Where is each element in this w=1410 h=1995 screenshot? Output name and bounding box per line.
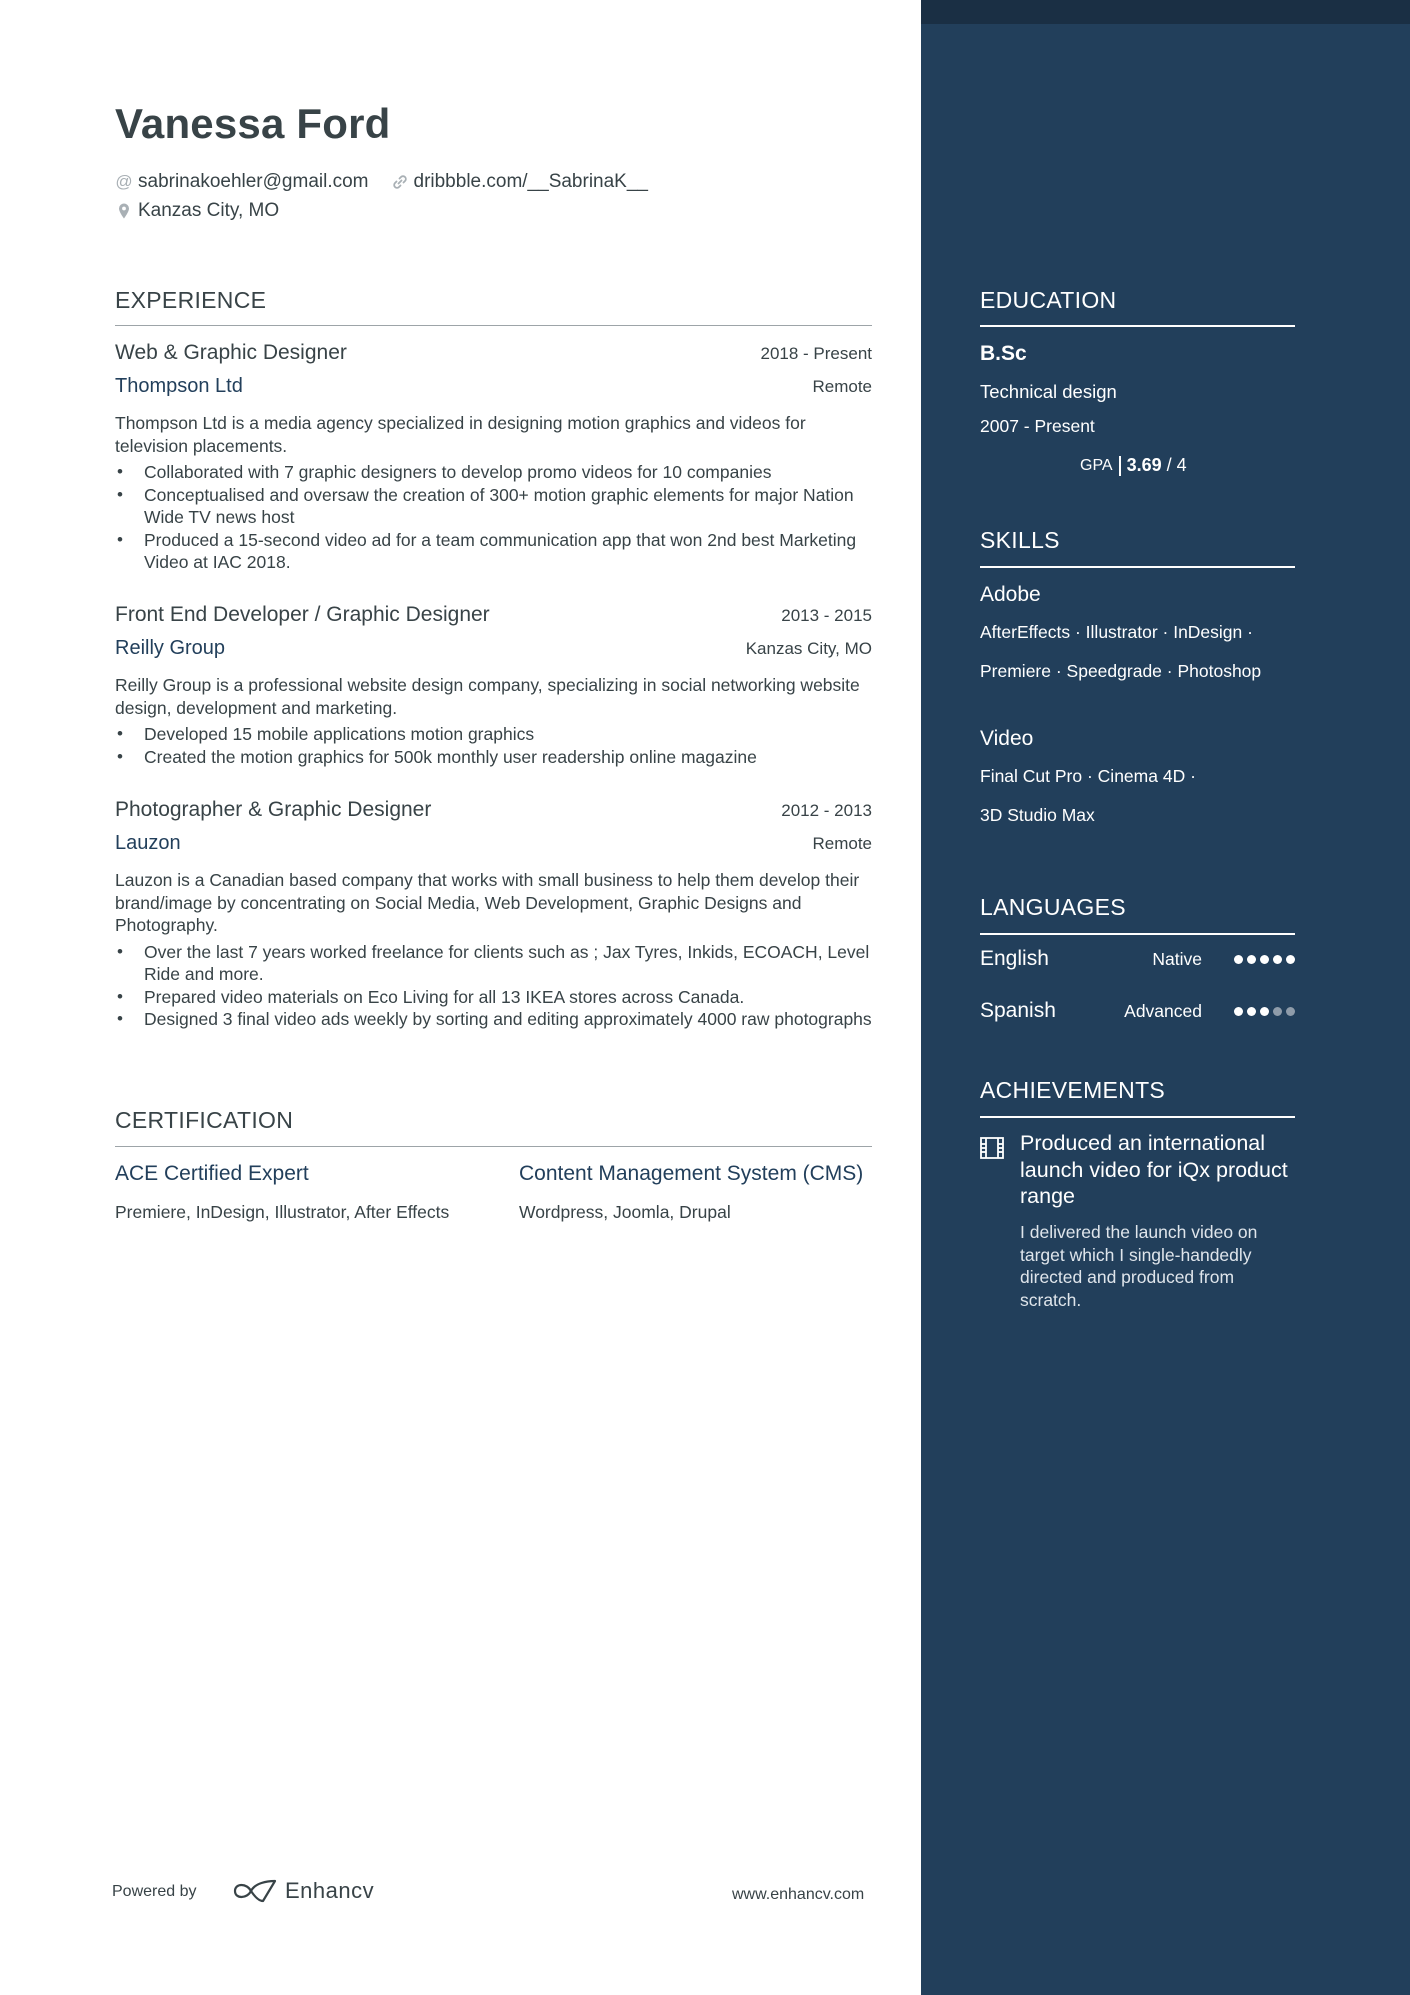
education-title: EDUCATION [980, 287, 1117, 313]
certification-title: CERTIFICATION [115, 1107, 294, 1133]
skill-list-line: 3D Studio Max [980, 805, 1095, 825]
skill-list-line: AfterEffects · Illustrator · InDesign · [980, 622, 1253, 642]
experience-divider [115, 325, 872, 326]
job-entry [115, 603, 872, 768]
location-text: Kanzas City, MO [138, 200, 280, 221]
job-dates: 2018 - Present [760, 344, 872, 363]
at-icon: @ [115, 172, 133, 191]
job-bullets [115, 941, 872, 1031]
gpa-value: 3.69 [1126, 455, 1162, 475]
email-link[interactable]: sabrinakoehler@gmail.com [138, 171, 369, 192]
skill-list-line: Premiere · Speedgrade · Photoshop [980, 661, 1262, 681]
gpa-max: 4 [1176, 455, 1187, 475]
language-name: English [980, 947, 1049, 970]
skill-group-name: Video [980, 727, 1034, 750]
job-title: Front End Developer / Graphic Designer [115, 603, 490, 626]
job-location: Kanzas City, MO [745, 639, 872, 658]
job-entry [115, 341, 872, 574]
certification-name: ACE Certified Expert [115, 1162, 309, 1185]
rating-dot-filled [1273, 955, 1282, 964]
rating-dot-filled [1247, 955, 1256, 964]
job-dates: 2012 - 2013 [781, 801, 872, 820]
gpa-label: GPA [1080, 456, 1113, 474]
language-level: Native [1152, 948, 1202, 969]
job-bullet: • Developed 15 mobile applications motion graphics [115, 723, 872, 746]
candidate-name: Vanessa Ford [115, 100, 391, 147]
language-rating [1234, 1007, 1295, 1016]
job-description: Lauzon is a Canadian based company that works with small business to help them develop their brand/image by concentrating on Social Media, Web Development, Graphic Designs and Photography. [115, 870, 860, 935]
rating-dot-filled [1286, 955, 1295, 964]
rating-dot-filled [1247, 1007, 1256, 1016]
language-name: Spanish [980, 999, 1056, 1022]
achievement-title: Produced an international launch video for iQx product range [1020, 1131, 1288, 1208]
rating-dot-filled [1260, 1007, 1269, 1016]
skills-title: SKILLS [980, 527, 1060, 553]
job-bullets [115, 723, 872, 768]
job-description: Reilly Group is a professional website design company, specializing in social networking website design, development and marketing. [115, 675, 860, 718]
certification-divider [115, 1146, 872, 1147]
rating-dot-empty [1286, 1007, 1295, 1016]
education-degree: B.Sc [980, 342, 1027, 365]
job-company: Thompson Ltd [115, 375, 243, 397]
skills-divider [980, 566, 1295, 568]
contact-row-2 [115, 200, 279, 222]
job-company: Lauzon [115, 832, 181, 854]
gpa-separator [1119, 456, 1121, 476]
language-rating [1234, 955, 1295, 964]
job-bullet: • Designed 3 final video ads weekly by sorting and editing approximately 4000 raw photographs [115, 1008, 872, 1031]
job-title: Photographer & Graphic Designer [115, 798, 432, 821]
skill-group-name: Adobe [980, 583, 1041, 606]
enhancv-logo-icon [231, 1878, 279, 1904]
job-location: Remote [812, 834, 872, 853]
job-bullet: • Created the motion graphics for 500k monthly user readership online magazine [115, 746, 872, 769]
skill-list-line: Final Cut Pro · Cinema 4D · [980, 766, 1196, 786]
education-divider [980, 325, 1295, 327]
education-gpa: GPA 3.69 / 4 [1080, 455, 1187, 475]
job-bullet: • Produced a 15-second video ad for a team communication app that won 2nd best Marketing Video at IAC 2018. [115, 529, 872, 574]
languages-title: LANGUAGES [980, 894, 1126, 920]
rating-dot-filled [1234, 955, 1243, 964]
certification-name: Content Management System (CMS) [519, 1162, 864, 1185]
enhancv-logo-text: Enhancv [285, 1878, 375, 1903]
experience-title: EXPERIENCE [115, 287, 267, 313]
certification-item [115, 1161, 465, 1224]
powered-by-label: Powered by [112, 1883, 197, 1900]
website-link[interactable]: dribbble.com/__SabrinaK__ [413, 171, 648, 192]
job-bullet: • Conceptualised and oversaw the creation of 300+ motion graphic elements for major Nation Wide TV news host [115, 484, 872, 529]
rating-dot-filled [1234, 1007, 1243, 1016]
map-pin-icon [115, 202, 133, 220]
job-dates: 2013 - 2015 [781, 606, 872, 625]
certification-item [519, 1161, 869, 1224]
achievement-description: I delivered the launch video on target which I single-handedly directed and produced from scratch. [1020, 1222, 1258, 1310]
job-bullet: • Collaborated with 7 graphic designers to develop promo videos for 10 companies [115, 461, 872, 484]
job-company: Reilly Group [115, 637, 226, 659]
film-icon [980, 1137, 1004, 1159]
enhancv-url-link[interactable]: www.enhancv.com [732, 1886, 865, 1903]
sidebar-top-bar [921, 0, 1410, 24]
achievements-divider [980, 1116, 1295, 1118]
enhancv-logo[interactable] [231, 1878, 374, 1904]
certification-description: Wordpress, Joomla, Drupal [519, 1202, 731, 1222]
link-icon [391, 173, 409, 191]
job-description: Thompson Ltd is a media agency specialized in designing motion graphics and videos for television placements. [115, 413, 806, 456]
job-bullet: • Prepared video materials on Eco Living for all 13 IKEA stores across Canada. [115, 986, 872, 1009]
job-bullet: • Over the last 7 years worked freelance for clients such as ; Jax Tyres, Inkids, ECOACH, Level Ride and more. [115, 941, 872, 986]
job-title: Web & Graphic Designer [115, 341, 347, 364]
education-field: Technical design [980, 381, 1117, 402]
language-row [980, 947, 1295, 971]
languages-divider [980, 933, 1295, 935]
job-entry [115, 798, 872, 1031]
certification-description: Premiere, InDesign, Illustrator, After Effects [115, 1202, 450, 1222]
education-dates: 2007 - Present [980, 416, 1095, 436]
language-level: Advanced [1124, 1000, 1202, 1021]
job-location: Remote [812, 377, 872, 396]
rating-dot-empty [1273, 1007, 1282, 1016]
job-bullets [115, 461, 872, 574]
contact-row-1 [115, 171, 648, 193]
rating-dot-filled [1260, 955, 1269, 964]
language-row [980, 999, 1295, 1023]
achievements-title: ACHIEVEMENTS [980, 1077, 1166, 1103]
